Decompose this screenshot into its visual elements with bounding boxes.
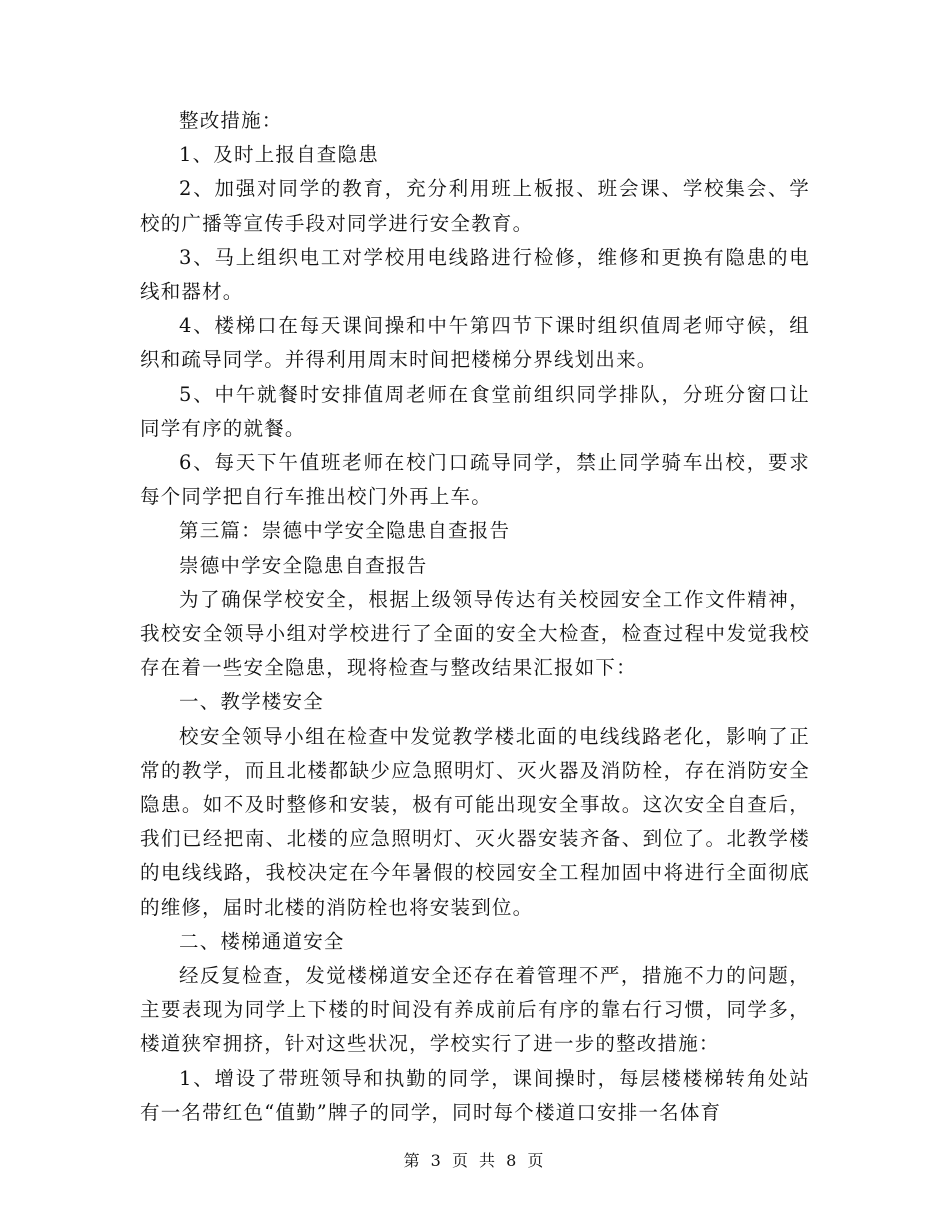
paragraph-intro: 为了确保学校安全，根据上级领导传达有关校园安全工作文件精神，我校安全领导小组对学校进行了全面的安全大检查，检查过程中发觉我校存在着一些安全隐患，现将检查与整改结果汇报如下： — [140, 587, 810, 680]
paragraph-measure-4: 4、楼梯口在每天课间操和中午第四节下课时组织值周老师守候，组织和疏导同学。并得利用周末时间把楼梯分界线划出来。 — [140, 314, 810, 372]
paragraph-measure-5: 5、中午就餐时安排值周老师在食堂前组织同学排队，分班分窗口让同学有序的就餐。 — [140, 382, 810, 440]
paragraph-measure-3: 3、马上组织电工对学校用电线路进行检修，维修和更换有隐患的电线和器材。 — [140, 245, 810, 304]
paragraph-measure-2: 2、加强对同学的教育，充分利用班上板报、班会课、学校集会、学校的广播等宣传手段对同学进行安全教育。 — [140, 177, 810, 235]
section-title-part-three: 第三篇：崇德中学安全隐患自查报告 — [179, 519, 511, 543]
paragraph-measure-6: 6、每天下午值班老师在校门口疏导同学，禁止同学骑车出校，要求每个同学把自行车推出校门外再上车。 — [140, 451, 810, 509]
section-heading-building-safety: 一、教学楼安全 — [179, 690, 324, 714]
paragraph-stairway-safety: 经反复检查，发觉楼梯道安全还存在着管理不严，措施不力的问题，主要表现为同学上下楼的时间没有养成前后有序的靠右行习惯，同学多，楼道狭窄拥挤，针对这些状况，学校实行了进一步的整改措施： — [140, 964, 810, 1056]
document-body — [140, 104, 810, 1130]
report-title: 崇德中学安全隐患自查报告 — [179, 553, 428, 577]
paragraph-building-safety: 校安全领导小组在检查中发觉教学楼北面的电线线路老化，影响了正常的教学，而且北楼都缺少应急照明灯、灭火器及消防栓，存在消防安全隐患。如不及时整修和安装，极有可能出现安全事故。这次安全自查后，我们已经把南、北楼的应急照明灯、灭火器安装齐备、到位了。北教学楼的电线线路，我校决定在今年暑假的校园安全工程加固中将进行全面彻底的维修，届时北楼的消防栓也将安装到位。 — [140, 724, 810, 919]
paragraph-rectification-heading: 整改措施： — [179, 109, 283, 132]
paragraph-stairway-measure-1: 1、增设了带班领导和执勤的同学，课间操时，每层楼楼梯转角处站有一名带红色“值勤”牌子的同学，同时每个楼道口安排一名体育 — [140, 1066, 810, 1124]
section-heading-stairway-safety: 二、楼梯通道安全 — [179, 929, 345, 953]
page-footer: 第 3 页 共 8 页 — [403, 1151, 547, 1170]
paragraph-measure-1: 1、及时上报自查隐患 — [179, 143, 379, 167]
